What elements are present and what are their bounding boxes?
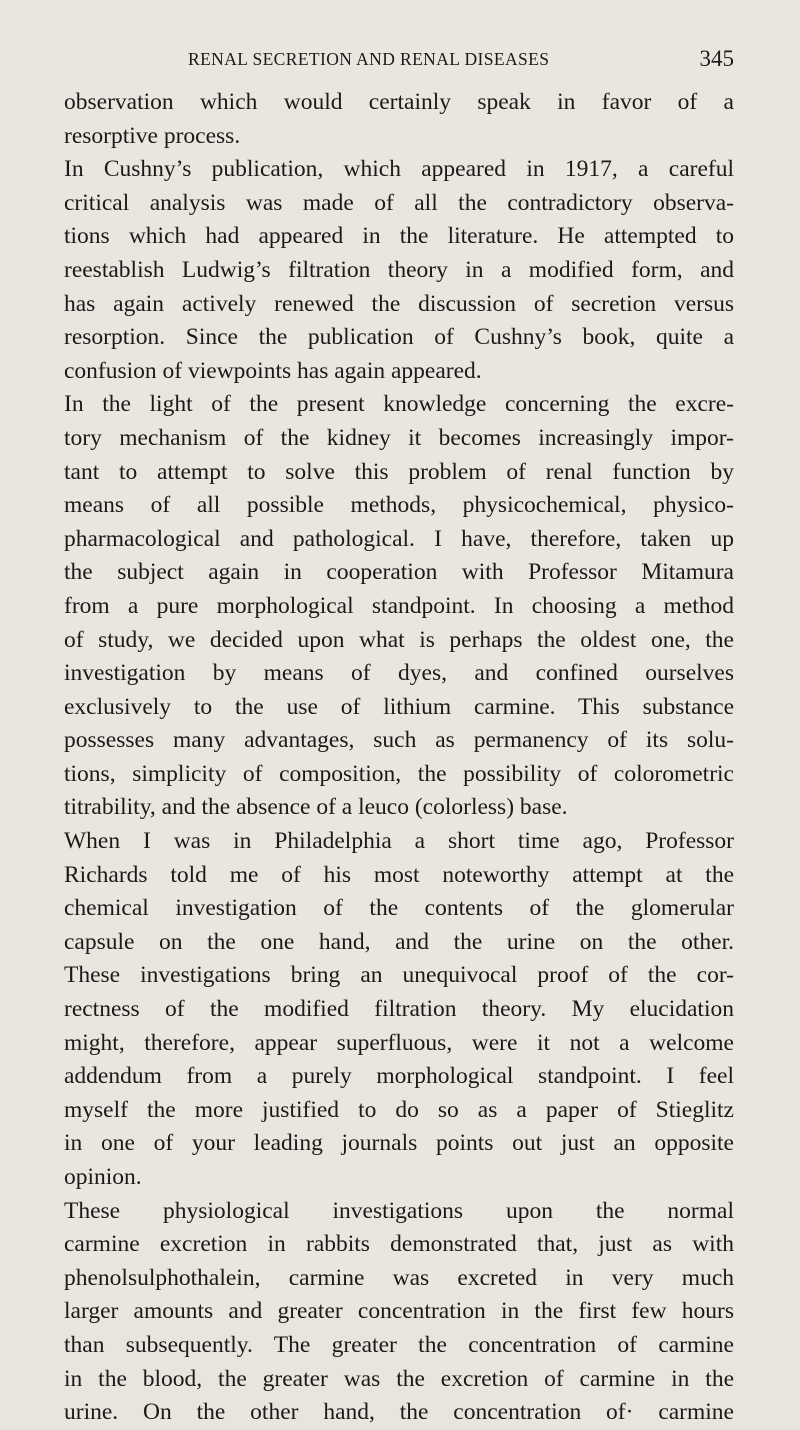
text-line: in one of your leading journals points out just an opposite — [64, 1130, 734, 1157]
text-line: confusion of viewpoints has again appeared. — [64, 357, 482, 384]
text-line: larger amounts and greater concentration in the first few hours — [64, 1298, 734, 1325]
text-line: the subject again in cooperation with Professor Mitamura — [64, 559, 734, 586]
text-line: When I was in Philadelphia a short time ago, Professor — [64, 828, 734, 855]
paragraph — [64, 1195, 734, 1430]
text-line: opinion. — [64, 1164, 142, 1190]
running-head — [64, 48, 734, 78]
text-line: capsule on the one hand, and the urine on the other. — [64, 928, 734, 955]
text-line: These physiological investigations upon the normal — [64, 1197, 734, 1224]
page-number: 345 — [699, 46, 734, 71]
text-line: addendum from a purely morphological standpoint. I feel — [64, 1063, 734, 1090]
text-line: reestablish Ludwig’s filtration theory in a modified form, and — [64, 256, 734, 283]
text-line: Richards told me of his most noteworthy attempt at the — [64, 861, 734, 888]
text-line: means of all possible methods, physicochemical, physico- — [64, 492, 734, 519]
text-line: tions, simplicity of composition, the possibility of colorometric — [64, 760, 734, 787]
text-line: might, therefore, appear superfluous, were it not a welcome — [64, 1029, 734, 1056]
text-line: than subsequently. The greater the concentration of carmine — [64, 1331, 734, 1358]
paragraph — [64, 153, 734, 388]
text-line: has again actively renewed the discussion of secretion versus — [64, 290, 734, 317]
text-line: These investigations bring an unequivocal proof of the cor- — [64, 962, 734, 989]
text-line: critical analysis was made of all the contradictory observa- — [64, 189, 734, 216]
text-line: phenolsulphothalein, carmine was excreted in very much — [64, 1264, 734, 1291]
text-line: In Cushny’s publication, which appeared in 1917, a careful — [64, 156, 734, 183]
text-line: urine. On the other hand, the concentration of· carmine — [64, 1399, 734, 1426]
text-line: tions which had appeared in the literature. He attempted to — [64, 223, 734, 250]
text-line: observation which would certainly speak in favor of a — [64, 89, 734, 115]
text-line: exclusively to the use of lithium carmine. This substance — [64, 693, 734, 720]
text-line: carmine excretion in rabbits demonstrated that, just as with — [64, 1231, 734, 1258]
body-text — [64, 86, 734, 1430]
running-head-title: RENAL SECRETION AND RENAL DISEASES — [188, 49, 550, 69]
text-line: rectness of the modified filtration theory. My elucidation — [64, 996, 734, 1023]
text-line: resorptive process. — [64, 122, 241, 149]
paragraph — [64, 825, 734, 1195]
text-line: resorption. Since the publication of Cushny’s book, quite a — [64, 324, 734, 351]
text-line: from a pure morphological standpoint. In choosing a method — [64, 592, 734, 619]
text-line: investigation by means of dyes, and confined ourselves — [64, 660, 734, 687]
text-line: chemical investigation of the contents of the glomerular — [64, 895, 734, 922]
text-line: tory mechanism of the kidney it becomes increasingly impor- — [64, 424, 734, 451]
paragraph — [64, 86, 734, 153]
text-line: possesses many advantages, such as permanency of its solu- — [64, 727, 734, 754]
text-line: of study, we decided upon what is perhaps the oldest one, the — [64, 626, 734, 653]
text-line: In the light of the present knowledge concerning the excre- — [64, 391, 734, 418]
text-line: titrability, and the absence of a leuco (colorless) base. — [64, 794, 568, 821]
text-line: pharmacological and pathological. I have, therefore, taken up — [64, 525, 734, 552]
text-line: in the blood, the greater was the excretion of carmine in the — [64, 1365, 734, 1392]
text-line: tant to attempt to solve this problem of renal function by — [64, 458, 734, 485]
text-line: myself the more justified to do so as a paper of Stieglitz — [64, 1096, 734, 1123]
paragraph — [64, 388, 734, 825]
